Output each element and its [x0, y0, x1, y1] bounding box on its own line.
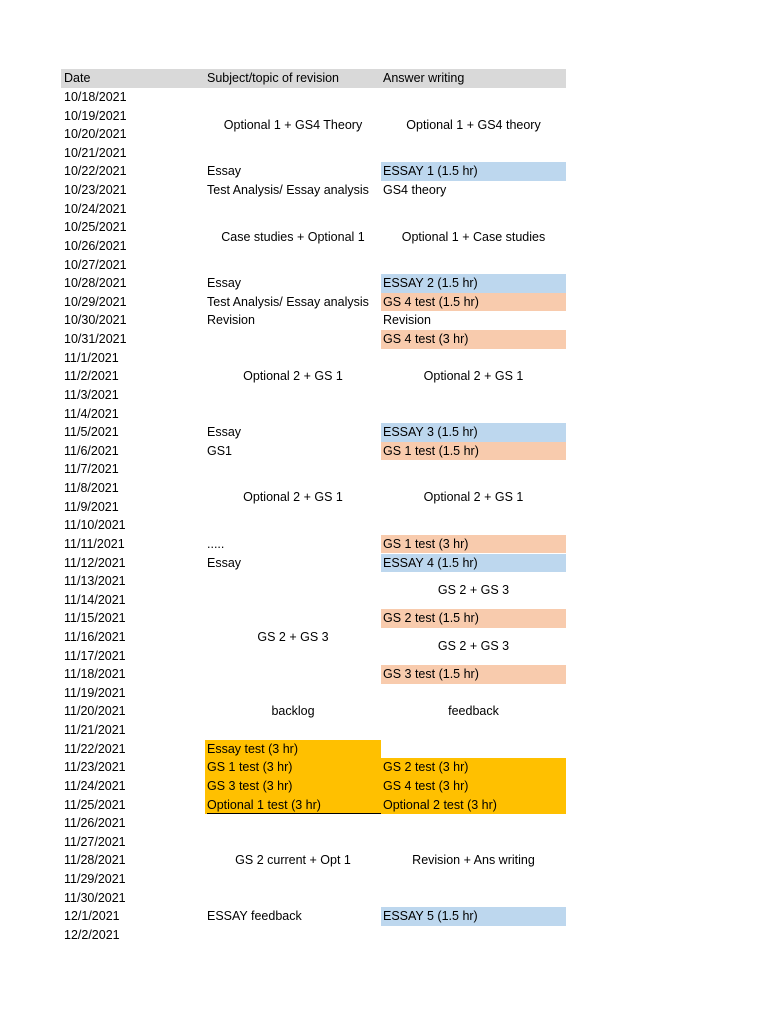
- date-cell: 11/16/2021: [64, 629, 126, 644]
- date-cell: 10/25/2021: [64, 220, 127, 235]
- date-cell: 11/27/2021: [64, 834, 126, 849]
- date-cell: 11/25/2021: [64, 797, 126, 812]
- subject-cell: GS1: [207, 443, 233, 458]
- answer-cell: ESSAY 2 (1.5 hr): [383, 276, 478, 291]
- date-cell: 11/11/2021: [64, 536, 125, 551]
- header-answer: Answer writing: [383, 71, 465, 85]
- subject-cell: GS 3 test (3 hr): [207, 778, 293, 793]
- subject-merged-cell: Optional 2 + GS 1: [243, 369, 343, 384]
- subject-cell: Revision: [207, 313, 255, 328]
- subject-cell: Optional 1 test (3 hr): [207, 797, 321, 812]
- date-cell: 11/30/2021: [64, 890, 126, 905]
- answer-cell: ESSAY 4 (1.5 hr): [383, 555, 478, 570]
- answer-cell: GS 4 test (3 hr): [383, 332, 469, 347]
- answer-cell: GS4 theory: [383, 183, 447, 198]
- date-cell: 11/6/2021: [64, 443, 119, 458]
- date-cell: 11/7/2021: [64, 462, 119, 477]
- header-subject: Subject/topic of revision: [207, 71, 340, 85]
- date-cell: 11/4/2021: [64, 406, 119, 421]
- subject-cell: Essay test (3 hr): [207, 741, 298, 756]
- date-cell: 10/24/2021: [64, 201, 127, 216]
- answer-merged-cell: Optional 1 + Case studies: [401, 229, 546, 244]
- answer-cell: GS 4 test (1.5 hr): [383, 294, 479, 309]
- date-cell: 11/12/2021: [64, 555, 126, 570]
- date-cell: 11/23/2021: [64, 760, 126, 775]
- date-cell: 11/20/2021: [64, 704, 126, 719]
- subject-merged-cell: Case studies + Optional 1: [221, 229, 365, 244]
- date-cell: 11/5/2021: [64, 425, 119, 440]
- subject-merged-cell: GS 2 current + Opt 1: [235, 853, 351, 868]
- date-cell: 11/22/2021: [64, 741, 126, 756]
- subject-cell: Essay: [207, 276, 242, 291]
- subject-cell: Essay: [207, 425, 242, 440]
- subject-merged-cell: GS 2 + GS 3: [257, 630, 329, 645]
- date-cell: 10/19/2021: [64, 108, 127, 123]
- date-cell: 10/20/2021: [64, 127, 127, 142]
- subject-merged-cell: Optional 2 + GS 1: [243, 490, 343, 505]
- subject-cell: Test Analysis/ Essay analysis: [207, 183, 369, 198]
- answer-cell: GS 2 test (3 hr): [383, 760, 469, 775]
- date-cell: 10/18/2021: [64, 90, 127, 104]
- answer-cell: GS 3 test (1.5 hr): [383, 667, 479, 682]
- answer-merged-cell: Revision + Ans writing: [412, 853, 535, 868]
- date-cell: 12/2/2021: [64, 927, 120, 942]
- date-cell: 11/8/2021: [64, 481, 119, 496]
- answer-cell: ESSAY 5 (1.5 hr): [383, 909, 478, 924]
- answer-cell: Revision: [383, 313, 431, 328]
- date-cell: 11/28/2021: [64, 853, 126, 868]
- subject-cell: Essay: [207, 555, 242, 570]
- date-cell: 11/13/2021: [64, 574, 126, 589]
- answer-merged-cell: Optional 2 + GS 1: [423, 490, 524, 505]
- date-cell: 11/17/2021: [64, 648, 126, 663]
- answer-merged-cell: feedback: [448, 703, 499, 718]
- subject-merged-cell: backlog: [271, 703, 315, 718]
- answer-cell: GS 4 test (3 hr): [383, 778, 469, 793]
- date-cell: 11/19/2021: [64, 685, 126, 700]
- date-cell: 11/21/2021: [64, 723, 126, 738]
- date-cell: 12/1/2021: [64, 909, 120, 924]
- date-cell: 11/2/2021: [64, 369, 119, 384]
- date-cell: 11/15/2021: [64, 611, 126, 626]
- date-cell: 10/28/2021: [64, 276, 127, 291]
- answer-merged-cell: GS 2 + GS 3: [437, 583, 510, 598]
- answer-merged-cell: Optional 2 + GS 1: [423, 369, 524, 384]
- date-cell: 10/29/2021: [64, 294, 127, 309]
- subject-cell: .....: [207, 536, 225, 551]
- date-cell: 10/31/2021: [64, 332, 127, 347]
- date-cell: 10/21/2021: [64, 145, 127, 160]
- answer-cell: Optional 2 test (3 hr): [383, 797, 497, 812]
- date-cell: 10/23/2021: [64, 183, 127, 198]
- date-cell: 10/27/2021: [64, 257, 127, 272]
- date-cell: 11/26/2021: [64, 816, 126, 831]
- subject-cell: Test Analysis/ Essay analysis: [207, 294, 369, 309]
- date-cell: 10/26/2021: [64, 238, 127, 253]
- answer-merged-cell: Optional 1 + GS4 theory: [406, 118, 541, 132]
- gold-block-border: [207, 813, 381, 814]
- subject-cell: GS 1 test (3 hr): [207, 760, 293, 775]
- answer-cell: ESSAY 3 (1.5 hr): [383, 425, 478, 440]
- subject-merged-cell: Optional 1 + GS4 Theory: [223, 118, 363, 132]
- date-cell: 11/1/2021: [64, 350, 119, 365]
- subject-cell: ESSAY feedback: [207, 909, 302, 924]
- date-cell: 11/3/2021: [64, 387, 119, 402]
- subject-cell: Essay: [207, 164, 242, 179]
- date-cell: 11/10/2021: [64, 518, 126, 533]
- answer-cell: GS 1 test (1.5 hr): [383, 443, 479, 458]
- date-cell: 11/9/2021: [64, 499, 119, 514]
- answer-cell: GS 1 test (3 hr): [383, 536, 469, 551]
- header-date: Date: [64, 71, 91, 85]
- date-cell: 11/14/2021: [64, 592, 126, 607]
- date-cell: 11/18/2021: [64, 667, 126, 682]
- date-cell: 10/30/2021: [64, 313, 127, 328]
- date-cell: 11/24/2021: [64, 778, 126, 793]
- date-cell: 10/22/2021: [64, 164, 127, 179]
- answer-cell: ESSAY 1 (1.5 hr): [383, 164, 478, 179]
- answer-cell: GS 2 test (1.5 hr): [383, 611, 479, 626]
- date-cell: 11/29/2021: [64, 872, 126, 887]
- answer-merged-cell: GS 2 + GS 3: [437, 638, 510, 653]
